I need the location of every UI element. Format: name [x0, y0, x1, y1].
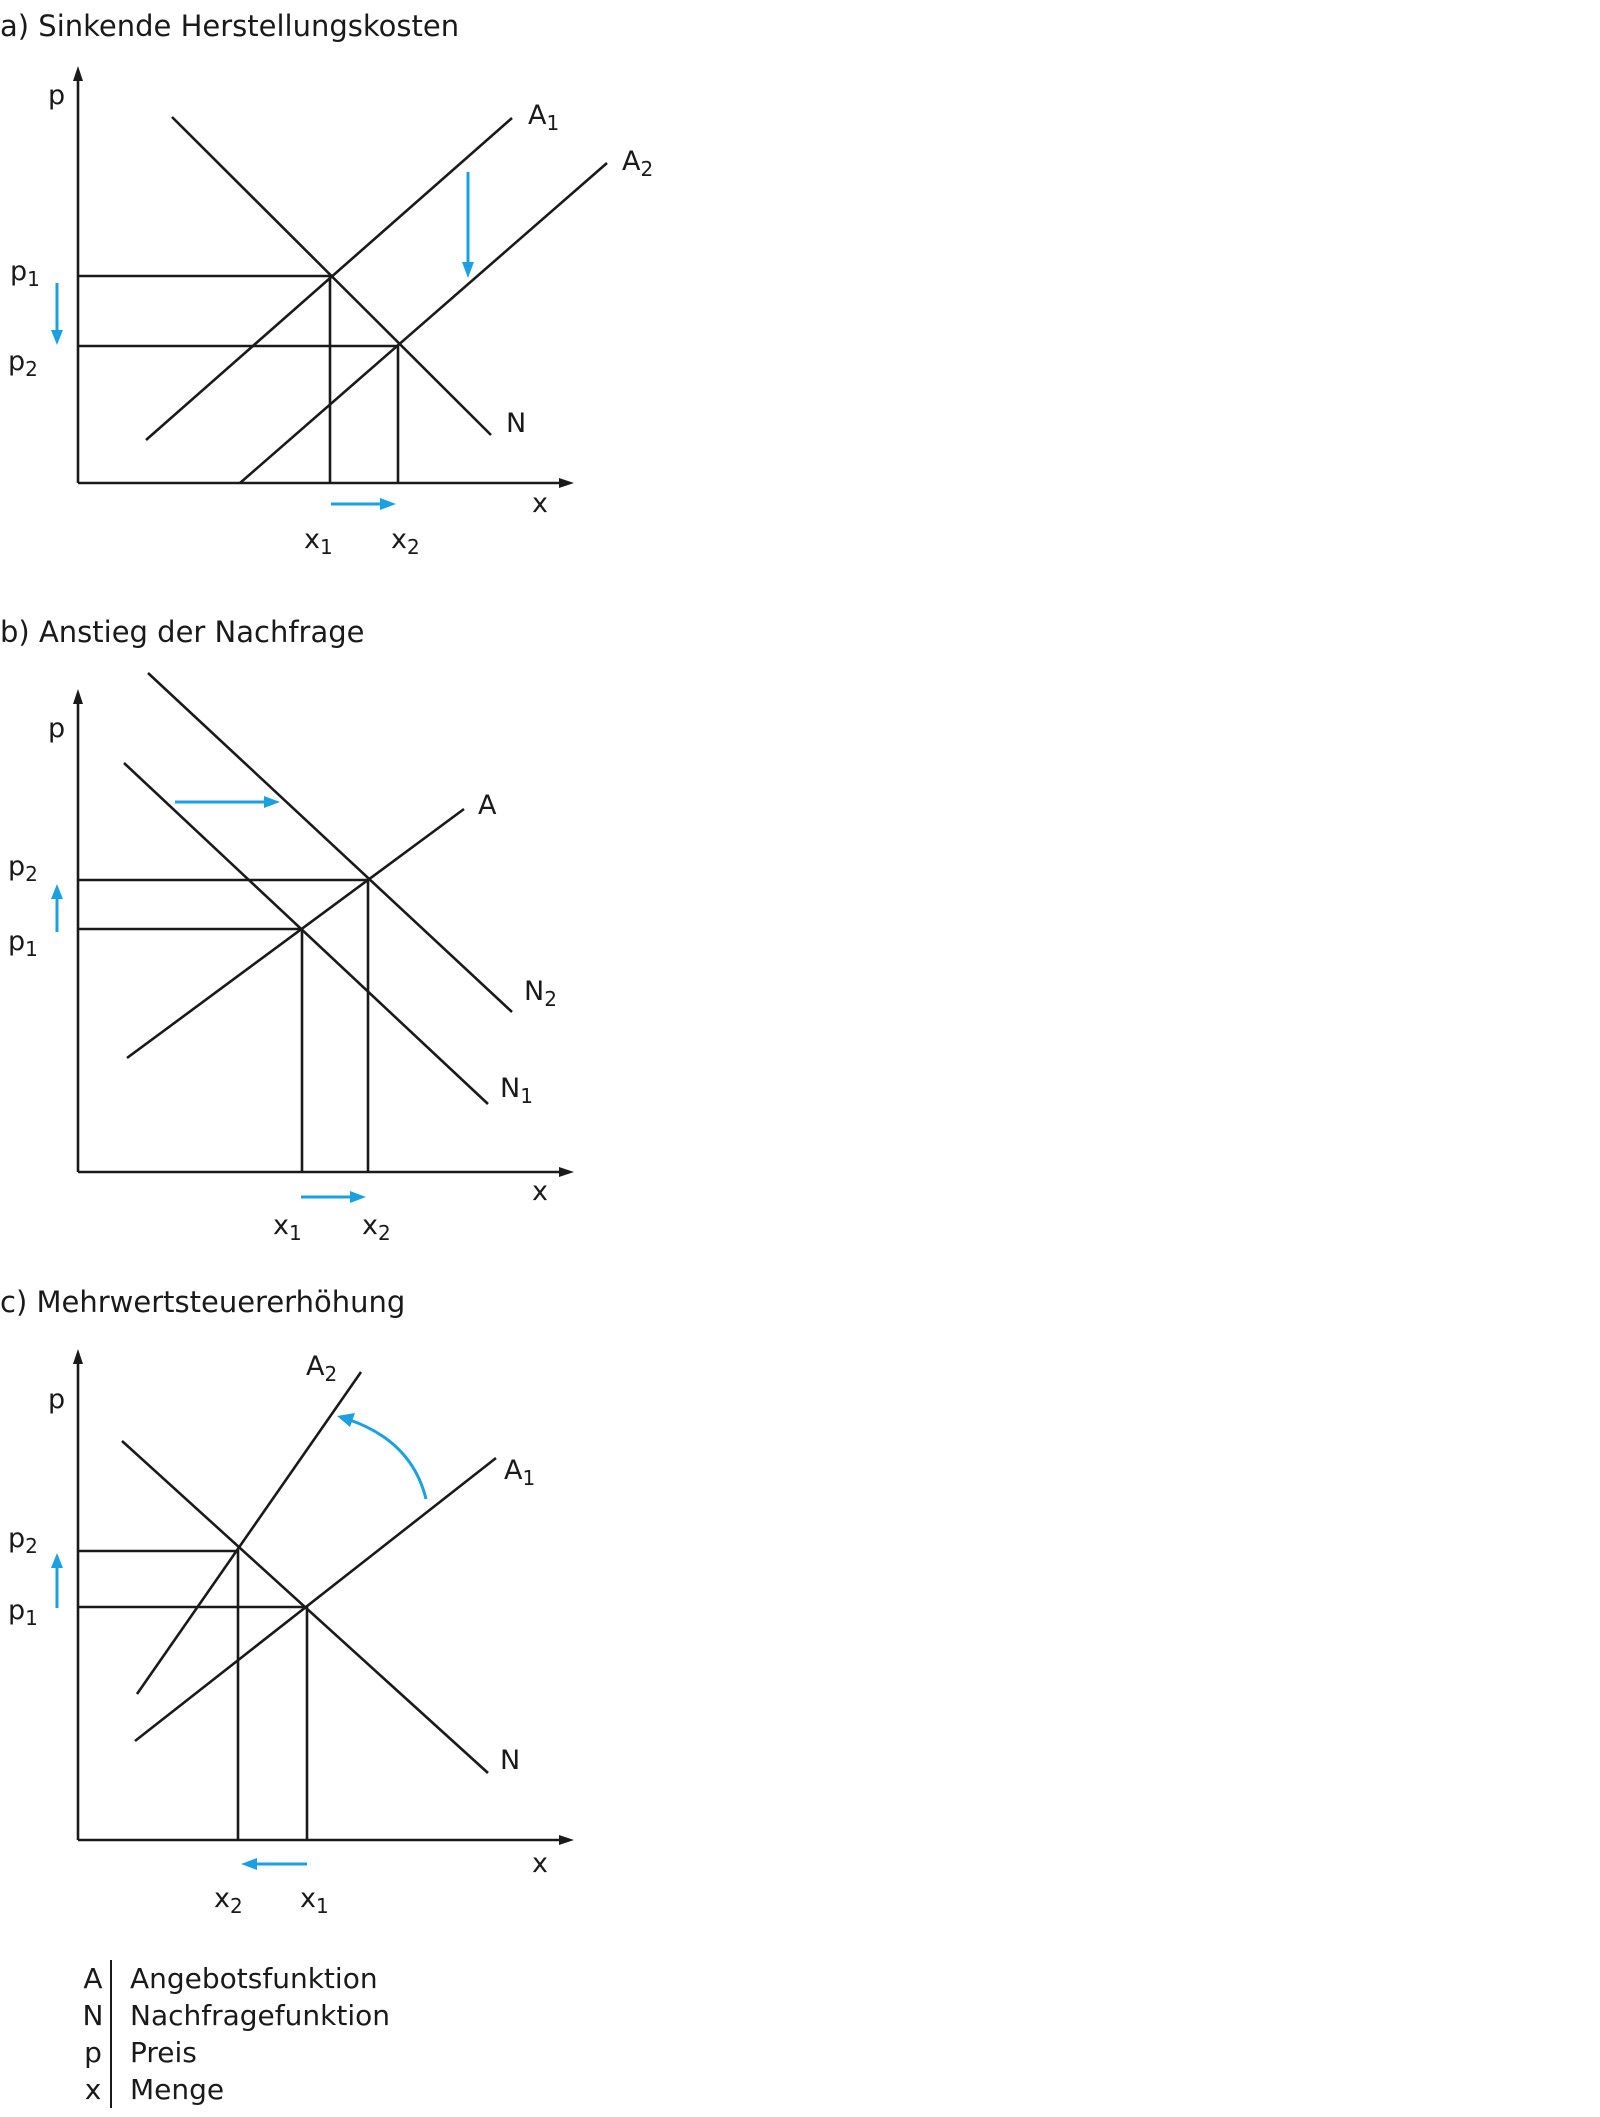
panel-b-title: b) Anstieg der Nachfrage	[0, 615, 365, 649]
panel-a-title: a) Sinkende Herstellungskosten	[0, 9, 460, 43]
legend-row	[76, 2071, 390, 2108]
panel-c-equilibrium-1-guides	[78, 1607, 307, 1840]
panel-b-quantity-arrowhead	[350, 1191, 366, 1203]
panel-b-a-label: A	[478, 790, 497, 821]
panel-b-curve-n1	[124, 763, 488, 1104]
panel-c-p1-label: $p_1$	[8, 1595, 38, 1630]
panel-c-diagram	[8, 1349, 574, 1918]
panel-c-supply-rotate-arrowhead	[337, 1413, 355, 1427]
panel-a-a2-label: $A_2$	[622, 146, 654, 181]
panel-a-y-axis-arrow	[73, 66, 83, 81]
panel-a-y-axis-label: p	[48, 80, 66, 111]
panel-c-price-arrowhead	[51, 1553, 63, 1568]
panel-b-p2-label: $p_2$	[8, 851, 38, 886]
legend-symbol: x	[76, 2071, 112, 2108]
legend-row	[76, 2034, 390, 2071]
legend-text: Menge	[130, 2073, 225, 2106]
panel-b-n1-label: $N_1$	[500, 1073, 533, 1108]
panel-c-a2-label: $A_2$	[306, 1351, 338, 1386]
panel-b-curve-n2	[148, 673, 512, 1012]
panel-a-x1-label: $x_1$	[304, 524, 333, 559]
panel-b-x2-label: $x_2$	[362, 1210, 391, 1245]
panel-b-equilibrium-2-guides	[78, 880, 368, 1172]
panel-a-n-label: N	[506, 408, 527, 439]
panel-a-x-axis-arrow	[559, 478, 574, 488]
panel-a-curve-a2	[240, 163, 607, 483]
panel-c-equilibrium-2-guides	[78, 1551, 238, 1840]
panel-b-curve-a	[127, 809, 464, 1058]
panel-b-y-axis-arrow	[73, 689, 83, 704]
panel-b-x1-label: $x_1$	[273, 1210, 302, 1245]
panel-a-diagram	[8, 66, 653, 559]
panel-c-x1-label: $x_1$	[300, 1883, 329, 1918]
panel-a-quantity-arrowhead	[380, 498, 396, 510]
panel-c-supply-rotate-arrow	[350, 1420, 426, 1499]
panel-c-a1-label: $A_1$	[504, 1455, 536, 1490]
panel-a-supply-shift-arrowhead	[462, 262, 474, 278]
panel-a-p2-label: $p_2$	[8, 346, 38, 381]
panel-c-y-axis-arrow	[73, 1349, 83, 1364]
panel-c-quantity-arrowhead	[241, 1858, 257, 1870]
legend	[76, 1960, 390, 2108]
legend-symbol: A	[76, 1960, 112, 1997]
panel-b-x-axis-label: x	[532, 1176, 548, 1207]
panel-c-curve-a2	[137, 1372, 361, 1694]
panel-a-x-axis-label: x	[532, 488, 548, 519]
panel-c-x-axis-arrow	[559, 1835, 574, 1845]
panel-b-x-axis-arrow	[559, 1167, 574, 1177]
panel-c-title: c) Mehrwertsteuererhöhung	[0, 1285, 406, 1319]
panel-a-a1-label: $A_1$	[528, 100, 560, 135]
panel-c-x-axis-label: x	[532, 1848, 548, 1879]
panel-c-y-axis-label: p	[48, 1384, 66, 1415]
legend-row	[76, 1997, 390, 2034]
panel-a-x2-label: $x_2$	[391, 524, 420, 559]
legend-row	[76, 1960, 390, 1997]
panel-c-x2-label: $x_2$	[214, 1883, 243, 1918]
panel-b-price-arrowhead	[51, 884, 63, 899]
legend-text: Preis	[130, 2036, 197, 2069]
panel-a-p1-label: $p_1$	[10, 256, 40, 291]
panel-b-demand-shift-arrowhead	[264, 796, 280, 808]
panel-a-price-arrowhead	[51, 330, 63, 345]
panel-c-p2-label: $p_2$	[8, 1523, 38, 1558]
panel-b-equilibrium-1-guides	[78, 929, 302, 1172]
panel-b-diagram	[8, 673, 574, 1245]
panel-a-equilibrium-1-guides	[78, 276, 330, 483]
panel-b-p1-label: $p_1$	[8, 926, 38, 961]
panel-c-n-label: N	[500, 1745, 521, 1776]
panel-b-n2-label: $N_2$	[524, 976, 557, 1011]
legend-symbol: N	[76, 1997, 112, 2034]
panel-a-equilibrium-2-guides	[78, 346, 398, 483]
legend-text: Angebotsfunktion	[130, 1962, 378, 1995]
legend-text: Nachfragefunktion	[130, 1999, 390, 2032]
panel-b-y-axis-label: p	[48, 713, 66, 744]
legend-symbol: p	[76, 2034, 112, 2071]
